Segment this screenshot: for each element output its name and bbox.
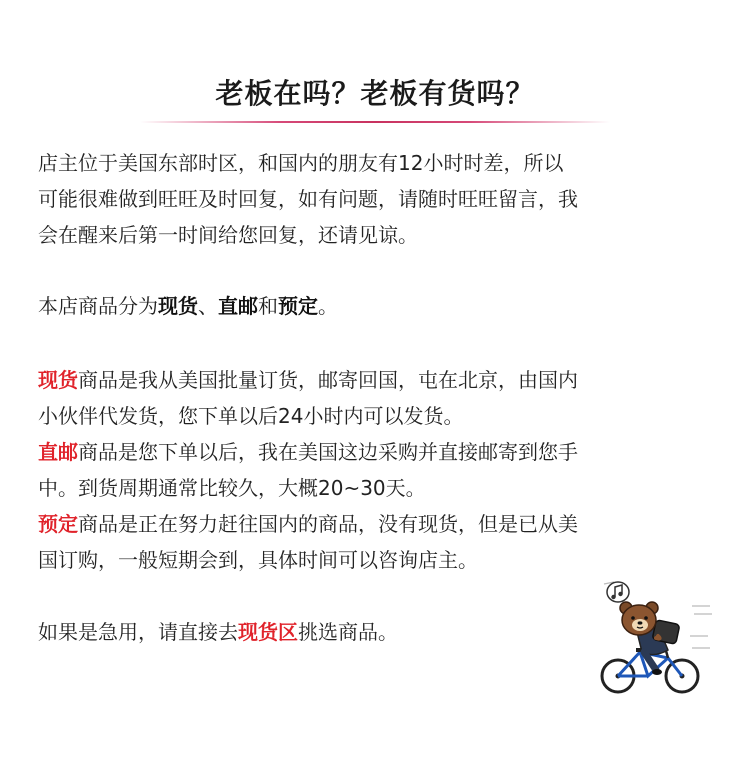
categories-line bbox=[38, 288, 728, 324]
urgent-prefix: 如果是急用，请直接去 bbox=[38, 620, 238, 644]
direct-line-2: 中。到货周期通常比较久，大概20~30天。 bbox=[38, 476, 426, 500]
stock-text: 商品是我从美国批量订货，邮寄回国，屯在北京，由国内 bbox=[78, 368, 578, 392]
categories-and: 和 bbox=[258, 294, 278, 318]
intro-line-3: 会在醒来后第一时间给您回复，还请见谅。 bbox=[38, 223, 418, 247]
categories-sep: 、 bbox=[198, 294, 218, 318]
preorder-line-2: 国订购，一般短期会到，具体时间可以咨询店主。 bbox=[38, 548, 478, 572]
categories-suffix: 。 bbox=[318, 294, 338, 318]
title-divider bbox=[140, 121, 610, 123]
stock-line-1 bbox=[38, 362, 728, 398]
preorder-text: 商品是正在努力赶往国内的商品，没有现货，但是已从美 bbox=[78, 512, 578, 536]
category-preorder: 预定 bbox=[278, 294, 318, 318]
category-direct: 直邮 bbox=[218, 294, 258, 318]
category-stock: 现货 bbox=[158, 294, 198, 318]
direct-text: 商品是您下单以后，我在美国这边采购并直接邮寄到您手 bbox=[78, 440, 578, 464]
stock-label: 现货 bbox=[38, 368, 78, 392]
preorder-line-1 bbox=[38, 506, 728, 542]
intro-line-2: 可能很难做到旺旺及时回复，如有问题，请随时旺旺留言，我 bbox=[38, 187, 578, 211]
direct-label: 直邮 bbox=[38, 440, 78, 464]
preorder-label: 预定 bbox=[38, 512, 78, 536]
stock-line-2: 小伙伴代发货，您下单以后24小时内可以发货。 bbox=[38, 404, 464, 428]
stock-area-link[interactable]: 现货区 bbox=[238, 620, 298, 644]
bear-arm bbox=[656, 636, 660, 639]
categories-prefix: 本店商品分为 bbox=[38, 294, 158, 318]
bear-on-bicycle-icon bbox=[596, 578, 712, 696]
bear-head bbox=[620, 602, 658, 635]
urgent-suffix: 挑选商品。 bbox=[298, 620, 398, 644]
direct-line-1 bbox=[38, 434, 728, 470]
page-title: 老板在吗？老板有货吗？ bbox=[215, 77, 535, 110]
intro-line-1: 店主位于美国东部时区，和国内的朋友有12小时时差，所以 bbox=[38, 151, 564, 175]
music-note-icon bbox=[607, 582, 629, 602]
